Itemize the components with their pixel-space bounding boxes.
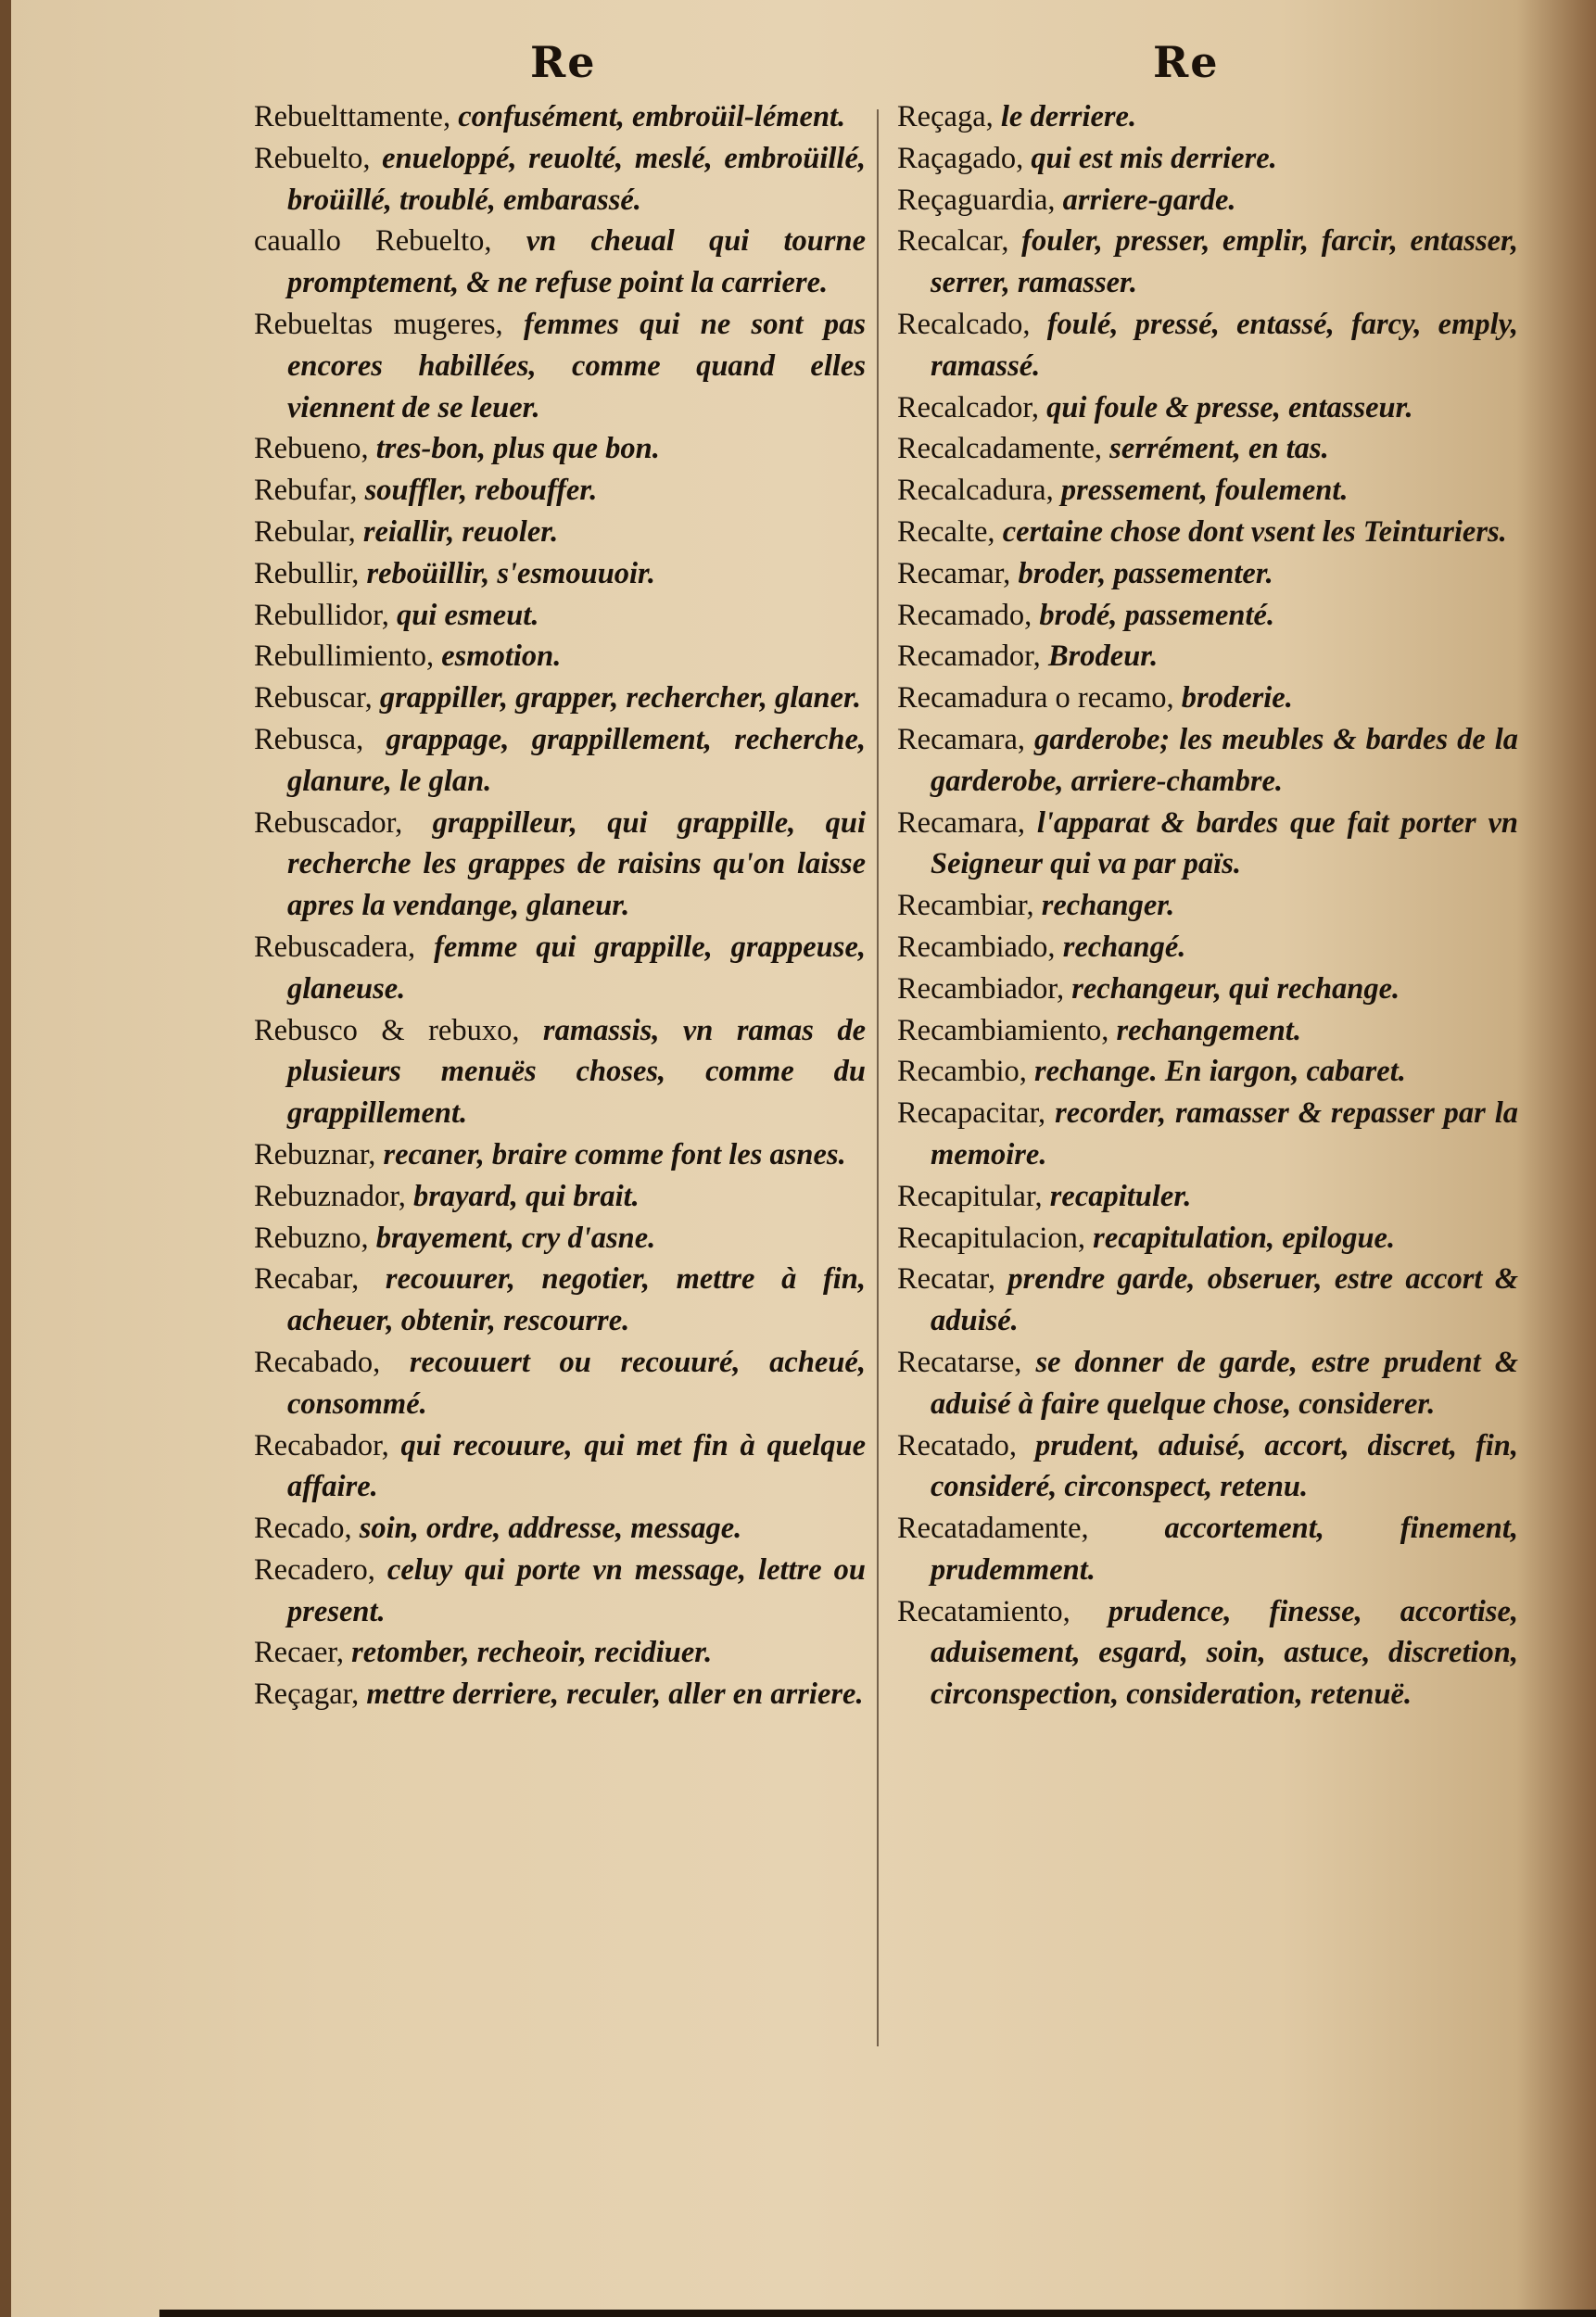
dictionary-entry: [897, 1218, 1518, 1260]
definition: brayement, cry d'asne.: [375, 1221, 656, 1255]
definition: soin, ordre, addresse, message.: [359, 1512, 742, 1546]
dictionary-entry: [897, 304, 1518, 387]
dictionary-entry: [897, 428, 1518, 470]
headword: Recabador,: [254, 1428, 389, 1462]
definition: qui recouure, qui met fin à quelque affaire.: [287, 1428, 867, 1504]
definition: esmotion.: [441, 639, 562, 674]
headword: Recamara,: [897, 805, 1026, 840]
headword: Rebullidor,: [254, 598, 389, 632]
dictionary-entry: [897, 387, 1518, 429]
dictionary-entry: [254, 1010, 866, 1134]
headword: Recatado,: [897, 1428, 1018, 1462]
definition: femme qui grappille, grappeuse, glaneuse.: [287, 930, 866, 1006]
definition: prendre garde, obseruer, estre accort & aduisé.: [931, 1262, 1519, 1338]
dictionary-entry: [897, 719, 1518, 803]
headword: Recapitular,: [897, 1179, 1043, 1213]
definition: l'apparat & bardes que fait porter vn Seigneur qui va par païs.: [931, 805, 1519, 881]
definition: recouuert ou recouuré, acheué, consommé.: [287, 1345, 866, 1421]
dictionary-entry: [254, 595, 866, 637]
headword: Recatarse,: [897, 1345, 1022, 1379]
definition: rechanger.: [1041, 889, 1175, 923]
definition: souffler, rebouffer.: [364, 474, 598, 508]
definition: recouurer, negotier, mettre à fin, acheuer, obtenir, rescourre.: [287, 1262, 866, 1338]
headword: Rebullimiento,: [254, 639, 435, 674]
dictionary-entry: [254, 803, 866, 927]
dictionary-entry: [897, 180, 1518, 222]
definition: garderobe; les meubles & bardes de la garderobe, arriere-chambre.: [931, 722, 1518, 798]
dictionary-entry: [254, 553, 866, 595]
headword: cauallo Rebuelto,: [254, 224, 492, 259]
definition: vn cheual qui tourne promptement, & ne refuse point la carriere.: [287, 224, 867, 300]
definition: femmes qui ne sont pas encores habillées, comme quand elles viennent de se leuer.: [287, 307, 866, 424]
definition: arriere-garde.: [1062, 183, 1236, 217]
dictionary-entry: [897, 1508, 1518, 1591]
dictionary-entry: [897, 1425, 1518, 1509]
dictionary-entry: [254, 1176, 866, 1218]
dictionary-entry: [254, 1674, 866, 1716]
dictionary-entry: [897, 553, 1518, 595]
definition: recaner, braire comme font les asnes.: [383, 1137, 846, 1171]
definition: prudence, finesse, accortise, aduisement, esgard, soin, astuce, discretion, circonspection, consideration, retenuë.: [931, 1594, 1518, 1712]
headword: Rebuscar,: [254, 681, 373, 715]
headword: Rebueno,: [254, 432, 369, 466]
headword: Raçagado,: [897, 141, 1024, 175]
headword: Reçaguardia,: [897, 183, 1056, 217]
dictionary-entry: [897, 1093, 1518, 1176]
dictionary-entry: [254, 304, 866, 428]
dictionary-entry: [897, 1342, 1518, 1425]
dictionary-entry: [254, 1218, 866, 1260]
headword: Recapitulacion,: [897, 1221, 1086, 1255]
dictionary-entry: [254, 1134, 866, 1176]
headword: Rebusco & rebuxo,: [254, 1013, 520, 1047]
definition: mettre derriere, reculer, aller en arriere.: [366, 1678, 864, 1712]
headword: Rebullir,: [254, 556, 360, 590]
dictionary-entry: [897, 595, 1518, 637]
dictionary-entry: [897, 636, 1518, 677]
definition: enueloppé, reuolté, meslé, embroüillé, broüillé, troublé, embarassé.: [287, 141, 866, 217]
headword: Rebuzno,: [254, 1221, 369, 1255]
headword: Recalcador,: [897, 390, 1039, 424]
dictionary-entry: [254, 719, 866, 803]
definition: qui esmeut.: [396, 598, 539, 632]
dictionary-page: [11, 0, 1596, 2317]
dictionary-entry: [254, 636, 866, 677]
headword: Reçaga,: [897, 100, 994, 133]
dictionary-entry: [897, 803, 1518, 886]
headword: Rebuelttamente,: [254, 100, 451, 133]
dictionary-entry: [897, 1010, 1518, 1052]
dictionary-entry: [897, 1176, 1518, 1218]
headword: Recambio,: [897, 1055, 1027, 1089]
definition: qui foule & presse, entasseur.: [1046, 390, 1413, 424]
headword: Recadero,: [254, 1552, 375, 1587]
headword: Recabar,: [254, 1262, 360, 1297]
dictionary-entry: [254, 428, 866, 470]
definition: serrément, en tas.: [1109, 432, 1329, 466]
definition: prudent, aduisé, accort, discret, fin, consideré, circonspect, retenu.: [931, 1428, 1519, 1504]
headword: Recaer,: [254, 1636, 345, 1670]
definition: rechange. En iargon, cabaret.: [1034, 1055, 1406, 1089]
definition: celuy qui porte vn message, lettre ou present.: [287, 1552, 866, 1628]
left-column: [254, 96, 866, 1716]
dictionary-entry: [897, 927, 1518, 969]
definition: ramassis, vn ramas de plusieurs menuës choses, comme du grappillement.: [287, 1013, 867, 1131]
definition: se donner de garde, estre prudent & aduisé à faire quelque chose, considerer.: [931, 1345, 1519, 1421]
column-divider: [877, 109, 879, 2046]
headword: Recapacitar,: [897, 1096, 1046, 1131]
headword: Rebuscadera,: [254, 930, 416, 964]
definition: recorder, ramasser & repasser par la memoire.: [931, 1096, 1518, 1171]
definition: brayard, qui brait.: [412, 1179, 640, 1213]
dictionary-entry: [254, 927, 866, 1010]
definition: pressement, foulement.: [1060, 474, 1349, 508]
dictionary-entry: [897, 1051, 1518, 1093]
right-column: [897, 96, 1518, 1716]
definition: grappilleur, qui grappille, qui recherche les grappes de raisins qu'on laisse apres la vendange, glaneur.: [287, 805, 867, 923]
dictionary-entry: [254, 1342, 866, 1425]
headword: Recado,: [254, 1512, 352, 1546]
headword: Rebufar,: [254, 474, 358, 508]
dictionary-entry: [254, 677, 866, 719]
dictionary-entry: [897, 677, 1518, 719]
headword: Recambiamiento,: [897, 1013, 1109, 1047]
dictionary-entry: [254, 96, 866, 138]
headword: Recalcado,: [897, 307, 1031, 341]
definition: retomber, recheoir, recidiuer.: [351, 1636, 713, 1670]
dictionary-entry: [897, 885, 1518, 927]
definition: grappiller, grapper, rechercher, glaner.: [379, 681, 862, 715]
dictionary-entry: [254, 512, 866, 553]
headword: Recalcar,: [897, 224, 1009, 259]
running-head-right: Re: [1153, 37, 1220, 87]
running-head-left: Re: [530, 37, 597, 87]
headword: Recamadura o recamo,: [897, 681, 1174, 715]
headword: Recamar,: [897, 556, 1011, 590]
headword: Recambiar,: [897, 889, 1034, 923]
dictionary-entry: [254, 221, 866, 304]
headword: Recamado,: [897, 598, 1032, 632]
dictionary-entry: [254, 1508, 866, 1550]
definition: recapituler.: [1049, 1179, 1192, 1213]
headword: Rebuznar,: [254, 1137, 376, 1171]
definition: recapitulation, epilogue.: [1093, 1221, 1396, 1255]
headword: Recambiador,: [897, 971, 1065, 1006]
definition: qui est mis derriere.: [1031, 141, 1277, 175]
definition: confusément, embroüil-lément.: [458, 100, 846, 133]
headword: Recatar,: [897, 1262, 996, 1297]
headword: Recamara,: [897, 722, 1026, 756]
definition: broder, passementer.: [1018, 556, 1273, 590]
definition: brodé, passementé.: [1039, 598, 1275, 632]
headword: Recambiado,: [897, 930, 1056, 964]
definition: Brodeur.: [1047, 639, 1159, 674]
headword: Recamador,: [897, 639, 1041, 674]
headword: Recalcadura,: [897, 474, 1054, 508]
dictionary-entry: [897, 512, 1518, 553]
dictionary-entry: [897, 221, 1518, 304]
definition: rechangeur, qui rechange.: [1071, 971, 1400, 1006]
definition: foulé, pressé, entassé, farcy, emply, ramassé.: [931, 307, 1519, 383]
definition: tres-bon, plus que bon.: [375, 432, 660, 466]
headword: Rebueltas mugeres,: [254, 307, 503, 341]
definition: fouler, presser, emplir, farcir, entasser, serrer, ramasser.: [931, 224, 1518, 300]
headword: Recalte,: [897, 514, 995, 549]
headword: Rebusca,: [254, 722, 364, 756]
headword: Recabado,: [254, 1345, 381, 1379]
definition: reboüillir, s'esmouuoir.: [366, 556, 656, 590]
dictionary-entry: [254, 1632, 866, 1674]
dictionary-entry: [897, 1591, 1518, 1716]
definition: rechangé.: [1062, 930, 1186, 964]
headword: Rebuelto,: [254, 141, 371, 175]
dictionary-entry: [897, 96, 1518, 138]
dictionary-entry: [254, 1425, 866, 1509]
headword: Rebular,: [254, 514, 356, 549]
headword: Rebuznador,: [254, 1179, 406, 1213]
headword: Rebuscador,: [254, 805, 403, 840]
definition: broderie.: [1181, 681, 1293, 715]
definition: rechangement.: [1116, 1013, 1301, 1047]
definition: grappage, grappillement, recherche, glanure, le glan.: [287, 722, 866, 798]
dictionary-entry: [254, 138, 866, 222]
dictionary-entry: [254, 470, 866, 512]
headword: Recatadamente,: [897, 1512, 1089, 1546]
definition: reiallir, reuoler.: [362, 514, 559, 549]
dictionary-entry: [897, 138, 1518, 180]
headword: Reçagar,: [254, 1678, 360, 1712]
definition: certaine chose dont vsent les Teinturiers.: [1002, 514, 1507, 549]
definition: accortement, finement, prudemment.: [931, 1512, 1518, 1587]
dictionary-entry: [897, 969, 1518, 1010]
dictionary-entry: [897, 470, 1518, 512]
definition: le derriere.: [1000, 100, 1137, 133]
headword: Recalcadamente,: [897, 432, 1103, 466]
dictionary-entry: [254, 1259, 866, 1342]
dictionary-entry: [897, 1259, 1518, 1342]
headword: Recatamiento,: [897, 1594, 1070, 1628]
dictionary-entry: [254, 1550, 866, 1633]
